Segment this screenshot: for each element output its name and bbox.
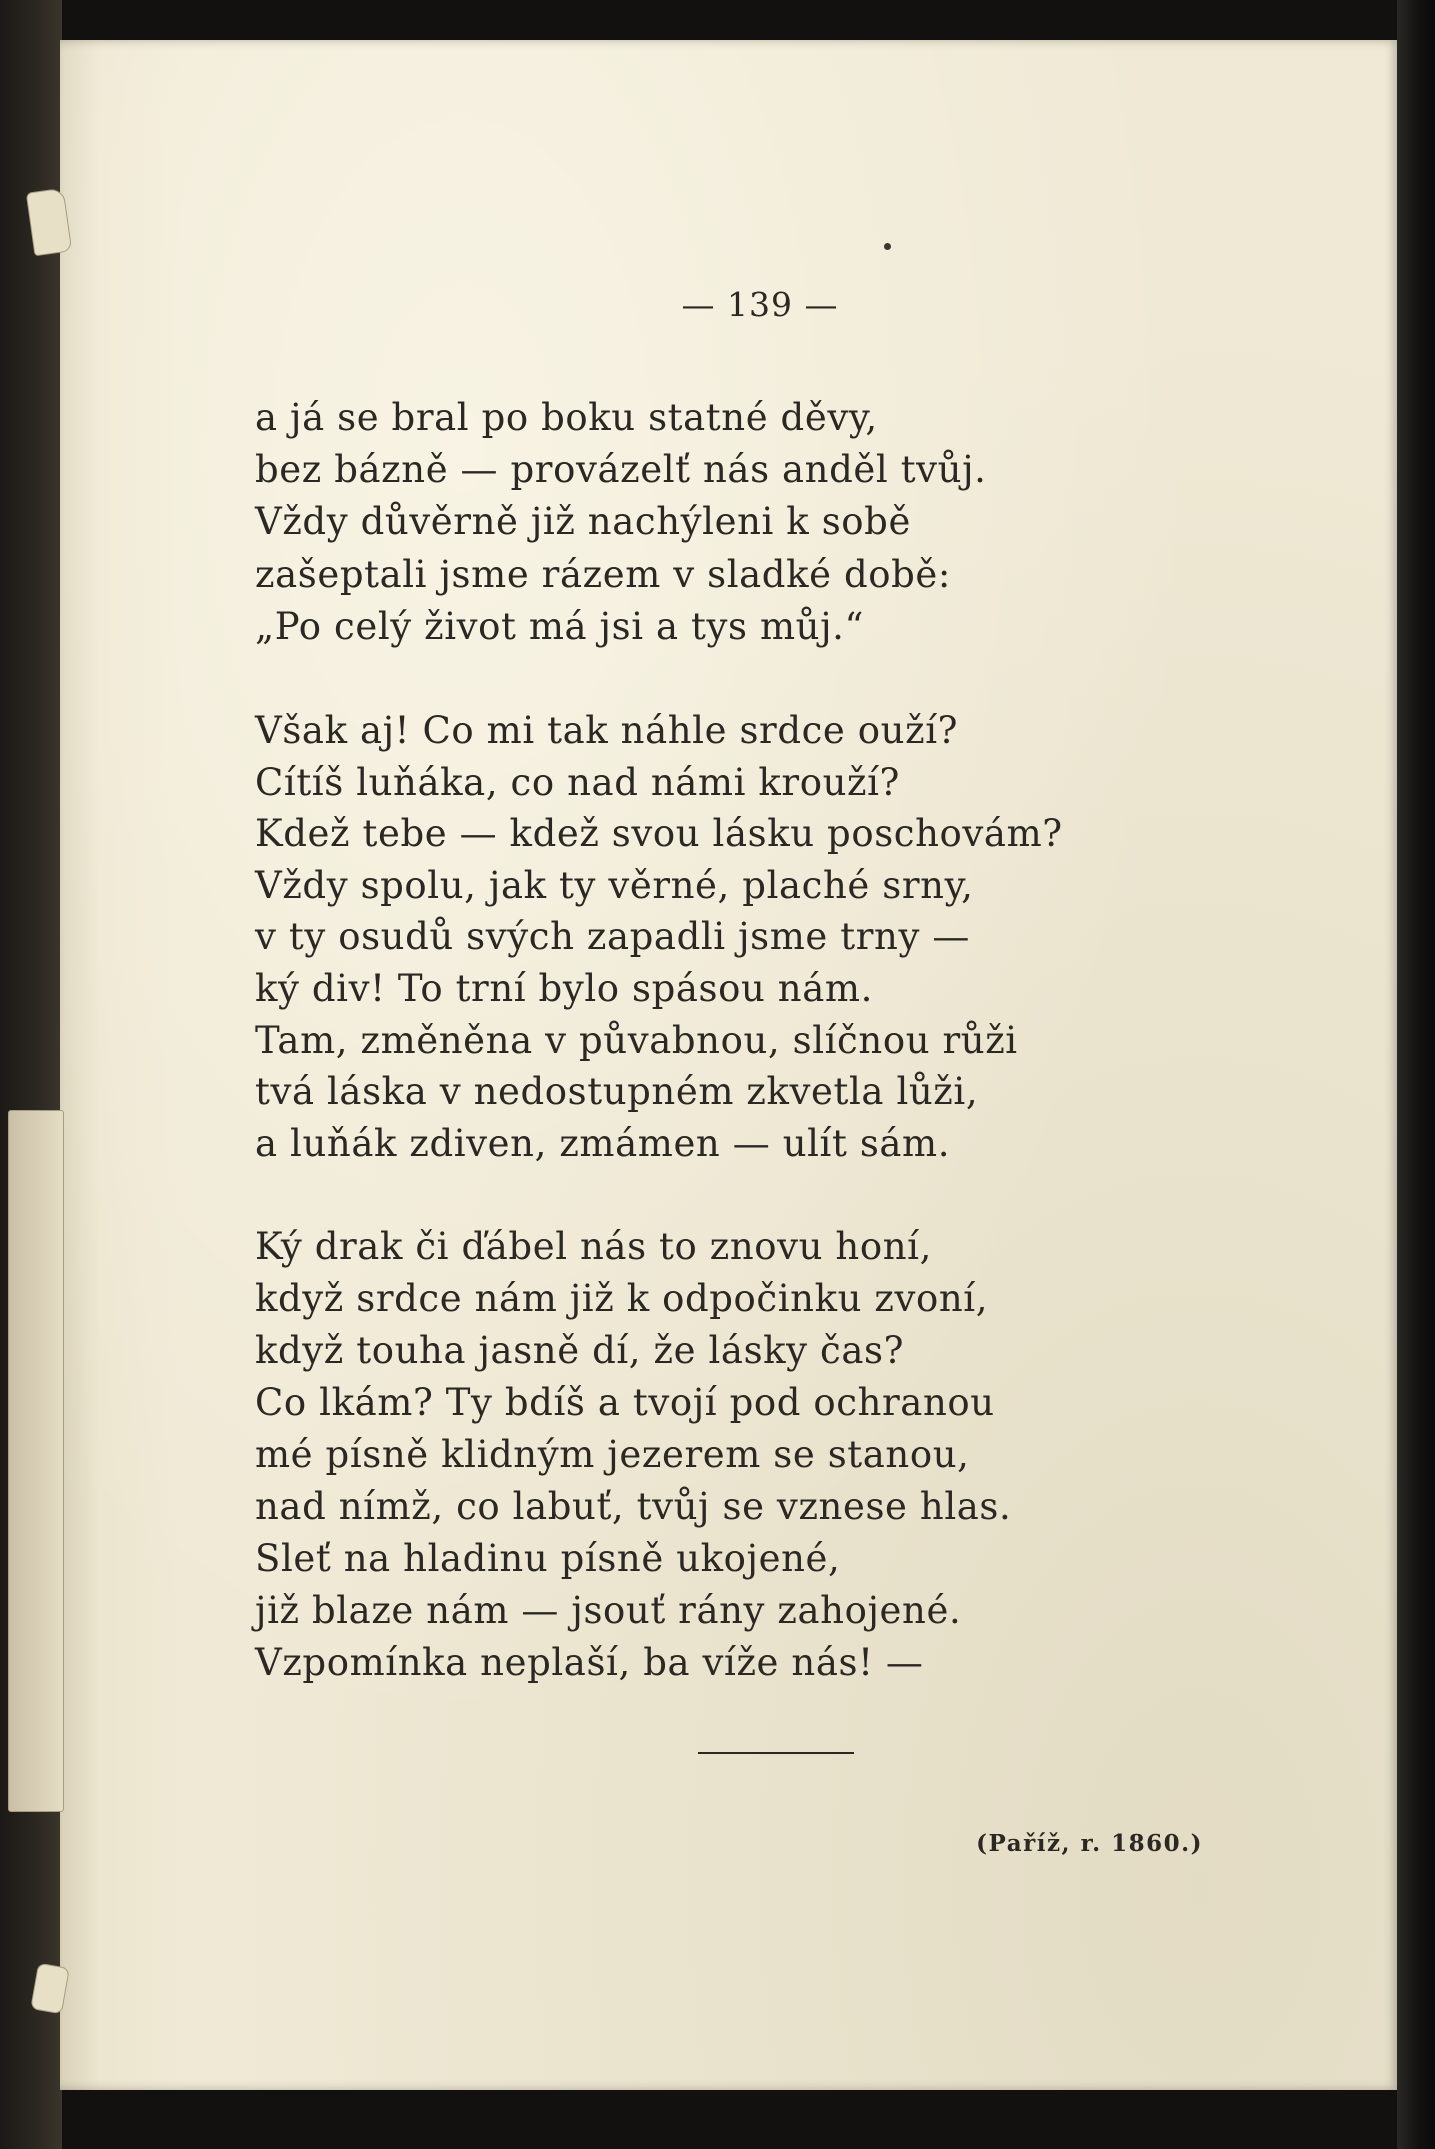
verse-line: již blaze nám — jsouť rány zahojené. — [255, 1588, 962, 1632]
verse-line: Kdež tebe — kdež svou lásku poschovám? — [255, 812, 1063, 856]
poem-dateline: (Paříž, r. 1860.) — [976, 1830, 1203, 1857]
verse-line: bez bázně — provázelť nás anděl tvůj. — [255, 448, 987, 492]
stanza-2 — [255, 705, 1155, 1169]
verse-line: když touha jasně dí, že lásky čas? — [255, 1329, 905, 1373]
paper-page — [60, 40, 1400, 2090]
stanza-1 — [255, 392, 1155, 653]
verse-line: „Po celý život má jsi a tys můj.“ — [255, 604, 865, 648]
verse-line: ký div! To trní bylo spásou nám. — [255, 966, 873, 1010]
verse-line: nad nímž, co labuť, tvůj se vznese hlas. — [255, 1484, 1012, 1528]
verse-line: když srdce nám již k odpočinku zvoní, — [255, 1277, 989, 1321]
scan-right-edge — [1397, 0, 1435, 2149]
verse-line: Vzpomínka neplaší, ba víže nás! — — [255, 1640, 924, 1684]
book-binding-edge — [0, 0, 62, 2149]
verse-line: Cítíš luňáka, co nad námi krouží? — [255, 760, 900, 804]
stanza-3 — [255, 1221, 1155, 1688]
verse-line: Však aj! Co mi tak náhle srdce ouží? — [255, 709, 959, 753]
verse-line: zašeptali jsme rázem v sladké době: — [255, 552, 951, 596]
verse-line: a já se bral po boku statné děvy, — [255, 396, 878, 439]
page-number: — 139 — — [681, 285, 839, 324]
verse-line: Tam, změněna v půvabnou, slíčnou růži — [255, 1018, 1018, 1062]
verse-line: a luňák zdiven, zmámen — ulít sám. — [255, 1121, 951, 1165]
verse-line: Vždy spolu, jak ty věrné, plaché srny, — [255, 863, 974, 907]
verse-line: mé písně klidným jezerem se stanou, — [255, 1432, 970, 1476]
poem-text — [255, 392, 1155, 1689]
verse-line: tvá láska v nedostupném zkvetla lůži, — [255, 1070, 979, 1114]
verse-line: Vždy důvěrně již nachýleni k sobě — [255, 500, 911, 544]
verse-line: Ký drak či ďábel nás to znovu honí, — [255, 1225, 932, 1269]
end-rule-divider — [698, 1752, 854, 1754]
verse-line: Co lkám? Ty bdíš a tvojí pod ochranou — [255, 1381, 995, 1425]
verse-line: Sleť na hladinu písně ukojené, — [255, 1536, 841, 1580]
verse-line: v ty osudů svých zapadli jsme trny — — [255, 915, 970, 959]
torn-edge-fragment — [8, 1110, 64, 1812]
ink-speck — [884, 243, 891, 250]
